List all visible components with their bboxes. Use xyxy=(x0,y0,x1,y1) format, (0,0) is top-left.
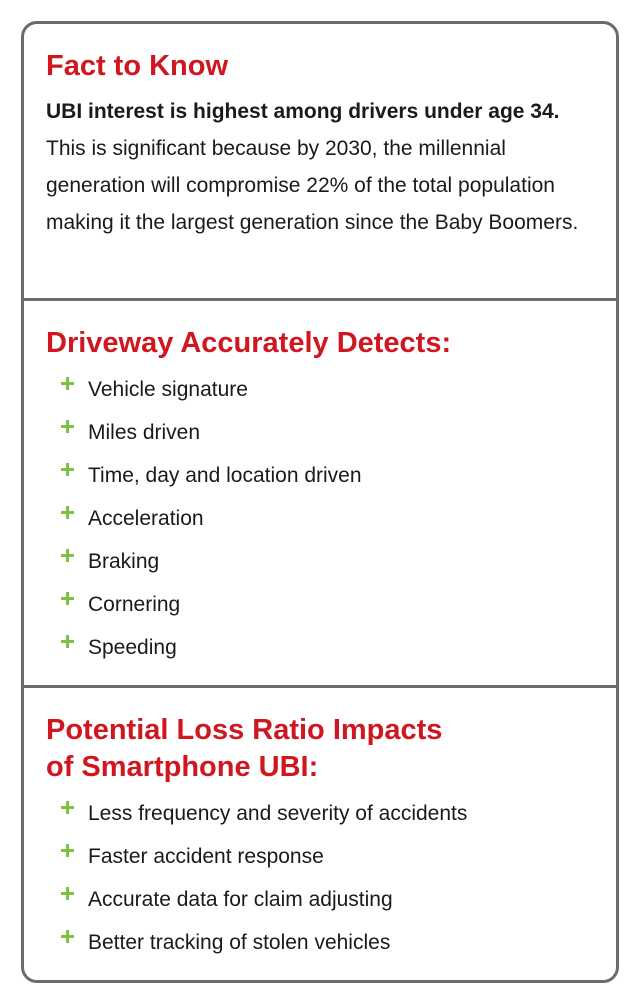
fact-body: This is significant because by 2030, the millennial generation will compromise 22% of the total population making it the largest generation since the Baby Boomers. xyxy=(46,137,579,234)
list-item: Better tracking of stolen vehicles xyxy=(24,921,616,964)
plus-icon xyxy=(60,921,76,964)
list-item: Cornering xyxy=(24,583,616,626)
plus-icon xyxy=(60,497,76,540)
impacts-section xyxy=(24,688,616,980)
list-item: Braking xyxy=(24,540,616,583)
fact-section xyxy=(24,24,616,299)
list-item: Less frequency and severity of accidents xyxy=(24,792,616,835)
plus-icon xyxy=(60,368,76,411)
fact-bold-lead: UBI interest is highest among drivers under age 34. xyxy=(46,100,560,123)
plus-icon xyxy=(60,835,76,878)
plus-icon xyxy=(60,792,76,835)
plus-icon xyxy=(60,454,76,497)
fact-paragraph xyxy=(46,93,586,241)
plus-icon xyxy=(60,583,76,626)
impacts-heading-line1: Potential Loss Ratio Impacts xyxy=(46,714,443,746)
list-item: Time, day and location driven xyxy=(24,454,616,497)
detects-section xyxy=(24,301,616,685)
list-item: Miles driven xyxy=(24,411,616,454)
plus-icon xyxy=(60,411,76,454)
plus-icon xyxy=(60,878,76,921)
info-card xyxy=(21,21,619,983)
detects-list xyxy=(24,368,616,669)
list-item: Vehicle signature xyxy=(24,368,616,411)
impacts-heading-line2: of Smartphone UBI: xyxy=(46,751,319,783)
fact-heading: Fact to Know xyxy=(46,50,229,82)
impacts-list xyxy=(24,792,616,964)
list-item: Faster accident response xyxy=(24,835,616,878)
plus-icon xyxy=(60,626,76,669)
detects-heading: Driveway Accurately Detects: xyxy=(46,327,452,359)
list-item: Accurate data for claim adjusting xyxy=(24,878,616,921)
list-item: Acceleration xyxy=(24,497,616,540)
plus-icon xyxy=(60,540,76,583)
list-item: Speeding xyxy=(24,626,616,669)
